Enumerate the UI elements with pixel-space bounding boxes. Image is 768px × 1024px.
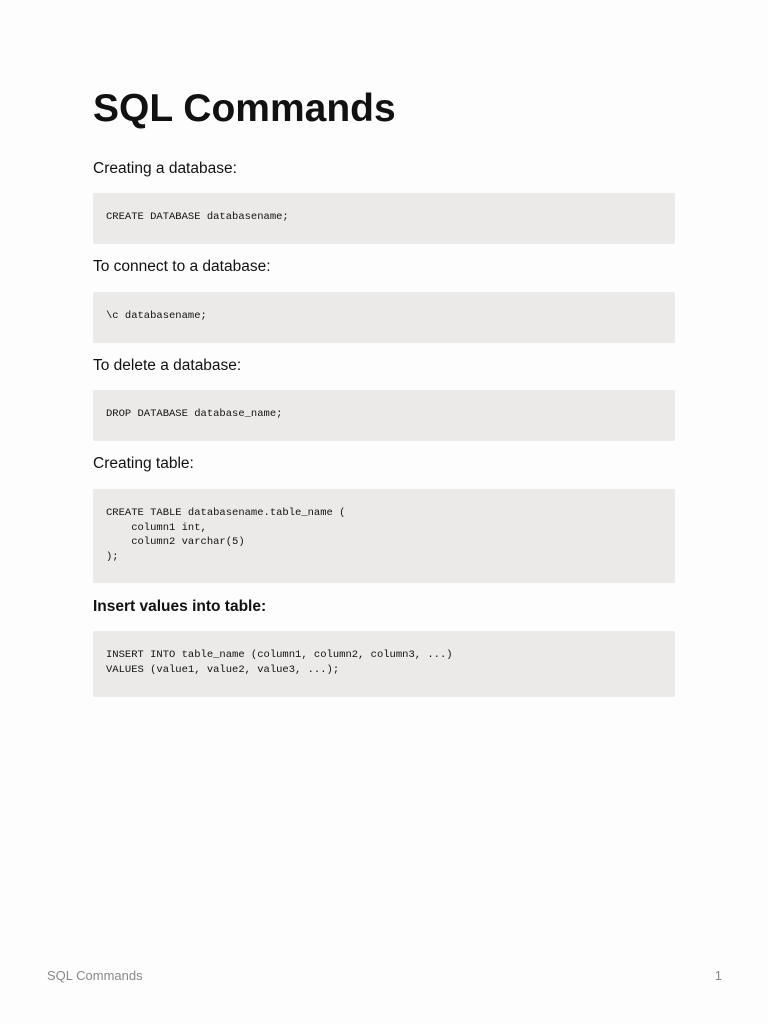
section-label-insert-values: Insert values into table: (93, 598, 267, 615)
code-block-create-database: CREATE DATABASE databasename; (93, 193, 675, 244)
page-title: SQL Commands (93, 87, 396, 130)
code-block-insert-values: INSERT INTO table_name (column1, column2, column3, ...) VALUES (value1, value2, value3, ...); (93, 631, 675, 697)
footer-page-number: 1 (714, 968, 722, 983)
section-label-create-database: Creating a database: (93, 160, 237, 177)
code-block-connect-database: \c databasename; (93, 292, 675, 343)
footer-title: SQL Commands (47, 968, 143, 983)
code-block-delete-database: DROP DATABASE database_name; (93, 390, 675, 441)
section-label-delete-database: To delete a database: (93, 357, 242, 374)
code-block-create-table: CREATE TABLE databasename.table_name ( column1 int, column2 varchar(5) ); (93, 489, 675, 583)
section-label-connect-database: To connect to a database: (93, 258, 271, 275)
section-label-create-table: Creating table: (93, 455, 194, 472)
